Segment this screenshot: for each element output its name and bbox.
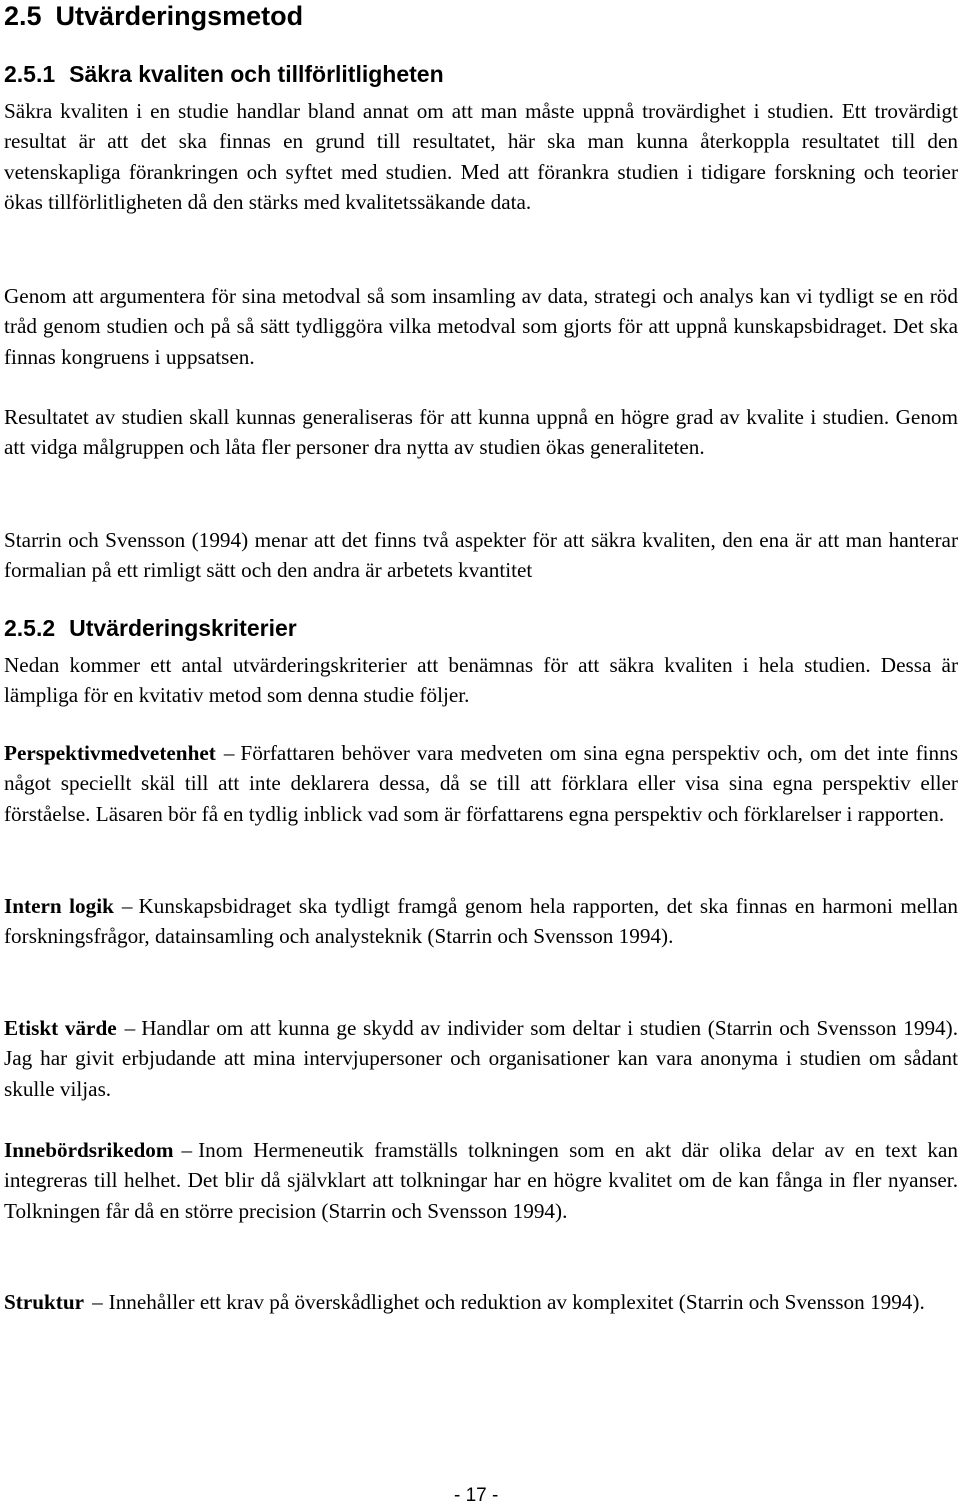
- criterion-dash: –: [92, 1290, 103, 1314]
- paragraph-quality-2: Genom att argumentera för sina metodval så som insamling av data, strategi och analys kan vi tydligt se en röd tråd genom studien och på så sätt tydliggöra vilka metodval som gjorts för att uppnå kunskapsbidraget. Det ska finnas kongruens i uppsatsen.: [4, 284, 958, 369]
- criterion-text: Kunskapsbidraget ska tydligt framgå genom hela rapporten, det ska finnas en harmoni mellan forskningsfrågor, datainsamling och analysteknik (Starrin och Svensson 1994).: [4, 894, 958, 949]
- section-heading: [4, 0, 303, 32]
- subsection-heading-2: [4, 614, 297, 642]
- criterion-text: Innehåller ett krav på överskådlighet och reduktion av komplexitet (Starrin och Svensson 1994).: [108, 1290, 925, 1314]
- criterion-etiskt-varde: [4, 1013, 958, 1104]
- criterion-term: Innebördsrikedom: [4, 1138, 174, 1162]
- criterion-text: Inom Hermeneutik framställs tolkningen som en akt där olika delar av en text kan integreras till helhet. Det blir då självklart att tolkningar har en högre kvalitet om de kan fånga in fler nyanser. Tolkningen får då en större precision (Starrin och Svensson 1994).: [4, 1138, 958, 1223]
- criterion-term: Struktur: [4, 1290, 85, 1314]
- criterion-dash: –: [181, 1138, 193, 1162]
- paragraph-quality-4: Starrin och Svensson (1994) menar att det finns två aspekter för att säkra kvaliten, den ena är att man hanterar formalian på ett rimligt sätt och den andra är arbetets kvantitet: [4, 528, 958, 583]
- criterion-text: Författaren behöver vara medveten om sina egna perspektiv och, om det inte finns något speciellt skäl till att inte deklarera dessa, då se till att förklara eller visa sina egna perspektiv eller förståelse. Läsaren bör få en tydlig inblick vad som är författarens egna perspektiv och förklarelser i rapporten.: [4, 741, 958, 826]
- criterion-innebordsrikedom: [4, 1135, 958, 1226]
- criterion-term: Etiskt värde: [4, 1016, 117, 1040]
- criterion-intern-logik: [4, 891, 958, 952]
- section-number: 2.5: [4, 1, 42, 31]
- subsection-title-2: Utvärderingskriterier: [69, 615, 297, 641]
- page-number: - 17 -: [454, 1485, 499, 1506]
- subsection-heading-1: [4, 60, 444, 88]
- criterion-struktur: [4, 1287, 958, 1317]
- criterion-dash: –: [124, 1016, 136, 1040]
- subsection-number-2: 2.5.2: [4, 615, 56, 641]
- criterion-perspektivmedvetenhet: [4, 738, 958, 829]
- paragraph-criteria-intro: Nedan kommer ett antal utvärderingskriterier att benämnas för att säkra kvaliten i hela studien. Dessa är lämpliga för en kvitativ metod som denna studie följer.: [4, 653, 958, 708]
- criterion-dash: –: [223, 741, 235, 765]
- section-title: Utvärderingsmetod: [55, 1, 304, 31]
- paragraph-quality-3: Resultatet av studien skall kunnas generaliseras för att kunna uppnå en högre grad av kvalite i studien. Genom att vidga målgruppen och låta fler personer dra nytta av studien ökas generaliteten.: [4, 405, 958, 460]
- criterion-dash: –: [121, 894, 133, 918]
- criterion-text: Handlar om att kunna ge skydd av individer som deltar i studien (Starrin och Svensson 1994). Jag har givit erbjudande att mina intervjupersoner och organisationer kan vara anonyma i studien om sådant skulle viljas.: [4, 1016, 958, 1101]
- subsection-title-1: Säkra kvaliten och tillförlitligheten: [69, 61, 444, 87]
- criterion-term: Perspektivmedvetenhet: [4, 741, 216, 765]
- criterion-term: Intern logik: [4, 894, 114, 918]
- subsection-number-1: 2.5.1: [4, 61, 56, 87]
- paragraph-quality-1: Säkra kvaliten i en studie handlar bland annat om att man måste uppnå trovärdighet i studien. Ett trovärdigt resultat är att det ska finnas en grund till resultatet, här ska man kunna återkoppla resultatet till den vetenskapliga förankringen och syftet med studien. Med att förankra studien i tidigare forskning och teorier ökas tillförlitligheten då den stärks med kvalitetssäkande data.: [4, 99, 958, 215]
